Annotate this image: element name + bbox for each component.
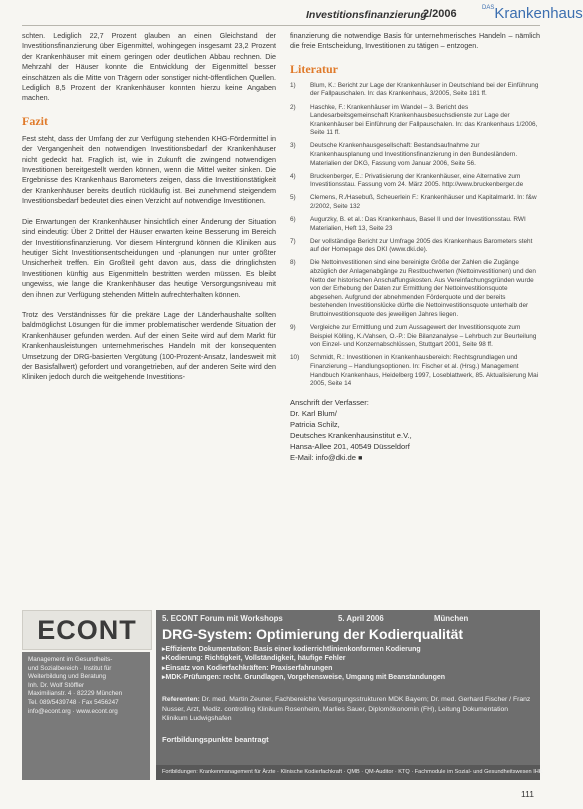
reference-item: 1) Blum, K.: Bericht zur Lage der Krankenhäuser in Deutschland bei der Einführung der Fallpauschalen. In: das Krankenhaus, 3/2005, Seite 181 ff.	[290, 81, 539, 98]
page-header	[0, 0, 583, 30]
end-mark: ■	[358, 454, 363, 462]
ad-topic: ▸ Effiziente Dokumentation: Basis einer kodierrichtlinienkonformen Kodierung	[162, 645, 534, 654]
reference-item: 4) Bruckenberger, E.: Privatisierung der Krankenhäuser, eine Alternative zum Investitionsstau. Fassung vom 24. März 2005. http://www.bruckenberger.de	[290, 172, 524, 189]
reference-item: 7) Der vollständige Bericht zur Umfrage 2005 des Krankenhaus Barometers steht auf der Homepage des DKI (www.dki.de).	[290, 237, 533, 254]
reference-item: 8) Die Nettoinvestitionen sind eine bereinigte Größe der Zahlen die Zugänge abzüglich der Anlagenabgänge zu Restbuchwerten (Nettoinvestitionen) und den Netto der historischen Anschaffungskosten. Aus Vereinfachungsgründen wurde von der Erhebung der Daten zur Ermittlung der Nettoinvestitionsquote abgesehen. Aufgrund der abnehmenden Förderquote und der bereits bestehenden Investitionslücke dürfte die Nettoinvestitionsquote unterhalb der Bruttoinvestitionsquote des jeweiligen Jahres liegen.	[290, 259, 536, 318]
ad-topic: ▸ Kodierung: Richtigkeit, Vollständigkeit, häufige Fehler	[162, 654, 534, 663]
paragraph: finanzierung die notwendige Basis für unternehmerisches Handeln – nämlich die freie Entscheidung, Investitionen zu tätigen – entzogen.	[290, 31, 540, 51]
ad-topic: ▸ Einsatz von Kodierfachkräften: Praxiserfahrungen	[162, 664, 534, 673]
ad-header	[162, 614, 534, 623]
author-address: Anschrift der Verfasser: Dr. Karl Blum/ Patricia Schilz, Deutsches Krankenhausinstitut e.V., Hansa-Allee 201, 40549 Düsseldorf E-Mail: info@dki.de ■	[290, 397, 412, 462]
issue-number: 2/2006	[423, 8, 457, 20]
running-title: Investitionsfinanzierung	[306, 9, 427, 21]
paragraph: Die Erwartungen der Krankenhäuser hinsichtlich einer Änderung der Situation sind eindeutig: Über 2 Drittel der Häuser erwarten keine Besserung im Bereich der Investitionsfinanzierung. Vor diesem Hintergrund können die Kliniken aus heutiger Sicht Investitionsentscheidungen und -planungen nur unter größter Unsicherheit treffen. Ein Großteil geht davon aus, dass die dringlichsten Investitionen künftig aus Eigenmitteln bestritten werden müssen. Es bleibt ungewiss, wie lange die Krankenhäuser das heutige Versorgungsniveau mit den ihnen zur Verfügung stehenden Mitteln aufrechterhalten können.	[22, 216, 276, 299]
literature-list	[290, 82, 540, 389]
reference-item: 2) Haschke, F.: Krankenhäuser im Wandel – 3. Bericht des Landesarbeitsgemeinschaft Krankenhausbesuchsdienste zur Lage der Krankenhäuser bei Einführung der Fallpauschalen. In: das Krankenhaus 1/2006, Seite 11 ff.	[290, 103, 538, 137]
ad-date: 5. April 2006	[338, 614, 384, 623]
ad-cme-note: Fortbildungspunkte beantragt	[162, 735, 269, 744]
reference-item: 6) Augurzky, B. et al.: Das Krankenhaus, Basel II und der Investitionsstau. RWI Materialien, Heft 13, Seite 23	[290, 216, 526, 232]
reference-item: 9) Vergleiche zur Ermittlung und zum Aussagewert der Investitionsquote zum Beispiel Kölling, K./Vahsen, O.-P.: Die Bilanzanalyse – Lehrbuch zur Beurteilung von Einzel- und Konzernabschlüssen, Stuttgart 2001, Seite 98 ff.	[290, 324, 537, 349]
ad-city: München	[434, 614, 469, 623]
econt-web[interactable]: info@econt.org · www.econt.org	[28, 707, 118, 715]
ad-speakers: Referenten: Dr. med. Martin Zeuner, Fachbereiche Versorgungsstrukturen MDK Bayern; Dr. med. Gerhard Fischer / Franz Nusser, Arzt, Mediz. controlling Klinikum Rosenheim, Marlies Sauer, Diplomökonomin (FH), Leitung Dokumentation Klinikum Ludwigshafen	[162, 696, 531, 723]
header-rule	[22, 25, 540, 26]
left-column	[22, 31, 276, 393]
ad-footer: Fortbildungen: Krankenmanagement für Ärzte · Klinische Kodierfachkraft · QMB · QM-Auditor · KTQ · Fachmodule im Sozial- und Gesundheitswesen IHK	[156, 765, 540, 780]
paragraph: Trotz des Verständnisses für die prekäre Lage der Länderhaushalte sollten baldmöglichst Lösungen für die immer problematischer werdende Situation der Krankenhäuser gefunden werden. Auf der einen Seite wird auf dem Markt für Krankenhausleistungen unternehmerisches Handeln mit der konsequenten Umsetzung der DRG-basierten Vergütung (100-Prozent-Ansatz, landesweit mit der Basisfallwert) gefordert und vorangetrieben, auf der anderen Seite wird den Kliniken jedoch durch die weitgehende Investitions-	[22, 309, 276, 382]
ad-forum: 5. ECONT Forum mit Workshops	[162, 614, 283, 623]
econt-contact-box: Management im Gesundheits- und Sozialbereich · Institut für Weiterbildung und Beratung Inh. Dr. Wolf Stöffler Maximilianstr. 4 · 82229 München Tel. 089/5439748 · Fax 5456247 info@econt.org · www.econt.org	[22, 652, 150, 780]
advertisement	[156, 610, 543, 780]
ad-title: DRG-System: Optimierung der Kodierqualität	[162, 626, 464, 642]
section-heading-fazit: Fazit	[22, 113, 48, 128]
email-link[interactable]: E-Mail: info@dki.de	[290, 452, 356, 462]
reference-item: 3) Deutsche Krankenhausgesellschaft: Bestandsaufnahme zur Krankenhausplanung und Investitionsfinanzierung in den Bundesländern. Materialien der DKG, Fassung vom Januar 2006, Seite 56.	[290, 142, 518, 167]
paragraph: schten. Lediglich 22,7 Prozent glauben an einen Gleichstand der Investitionsfinanzierung über Eigenmittel, wohingegen insgesamt 23,2 Prozent der Krankenhäuser mit einem geringen oder deutlichen Abbau rechnen. Die Mehrzahl der Häuser konnte die Entwicklung der Eigenmittel besser einschätzen als die Mitte von Trägern oder sonstiger nicht-öffentlichen Quellen. Lediglich 8,5 Prozent der Krankenhäuser konnten hierzu keine Angaben machen.	[22, 31, 276, 103]
right-column	[290, 31, 540, 464]
econt-logo: ECONT	[22, 610, 152, 650]
reference-item: 10) Schmidt, R.: Investitionen in Krankenhausbereich: Rechtsgrundlagen und Finanzierung – Handlungsoptionen. In: Fischer et al. (Hrsg.) Management Handbuch Krankenhaus, Heidelberg 1997, Loseblattwerk, 85. Aktualisierung Mai 2005, Seite 14	[290, 354, 539, 388]
reference-item: 5) Clemens, R./Hasebuß, Scheuerlein F.: Krankenhäuser und Kapitalmarkt. In: f&w 2/2002, Seite 132	[290, 194, 537, 210]
section-heading-literatur: Literatur	[290, 61, 338, 76]
ad-topic: ▸ MDK-Prüfungen: recht. Grundlagen, Vorgehensweise, Umgang mit Beanstandungen	[162, 673, 534, 682]
ad-topic-list	[162, 645, 534, 683]
paragraph: Fest steht, dass der Umfang der zur Verfügung stehenden KHG-Fördermittel in der Vergangenheit den notwendigen Investitionsbedarf der Krankenhäuser nicht gedeckt hat. Fraglich ist, wie in Zukunft die zwingend notwendigen Investitionen bereitgestellt werden können, wenn die Mittel weiter sinken. Die Ergebnisse des Krankenhaus Barometers zeigen, dass die Investitionstätigkeit der Krankenhäuser bereits deutlich rückläufig ist. Bei zunehmend steigendem Investitionsbedarf bedeutet dies einen Verzicht auf notwendige Investitionen.	[22, 133, 276, 206]
page-number: 111	[521, 789, 534, 799]
journal-logo: $^{DAS}$Krankenhaus	[482, 5, 583, 22]
